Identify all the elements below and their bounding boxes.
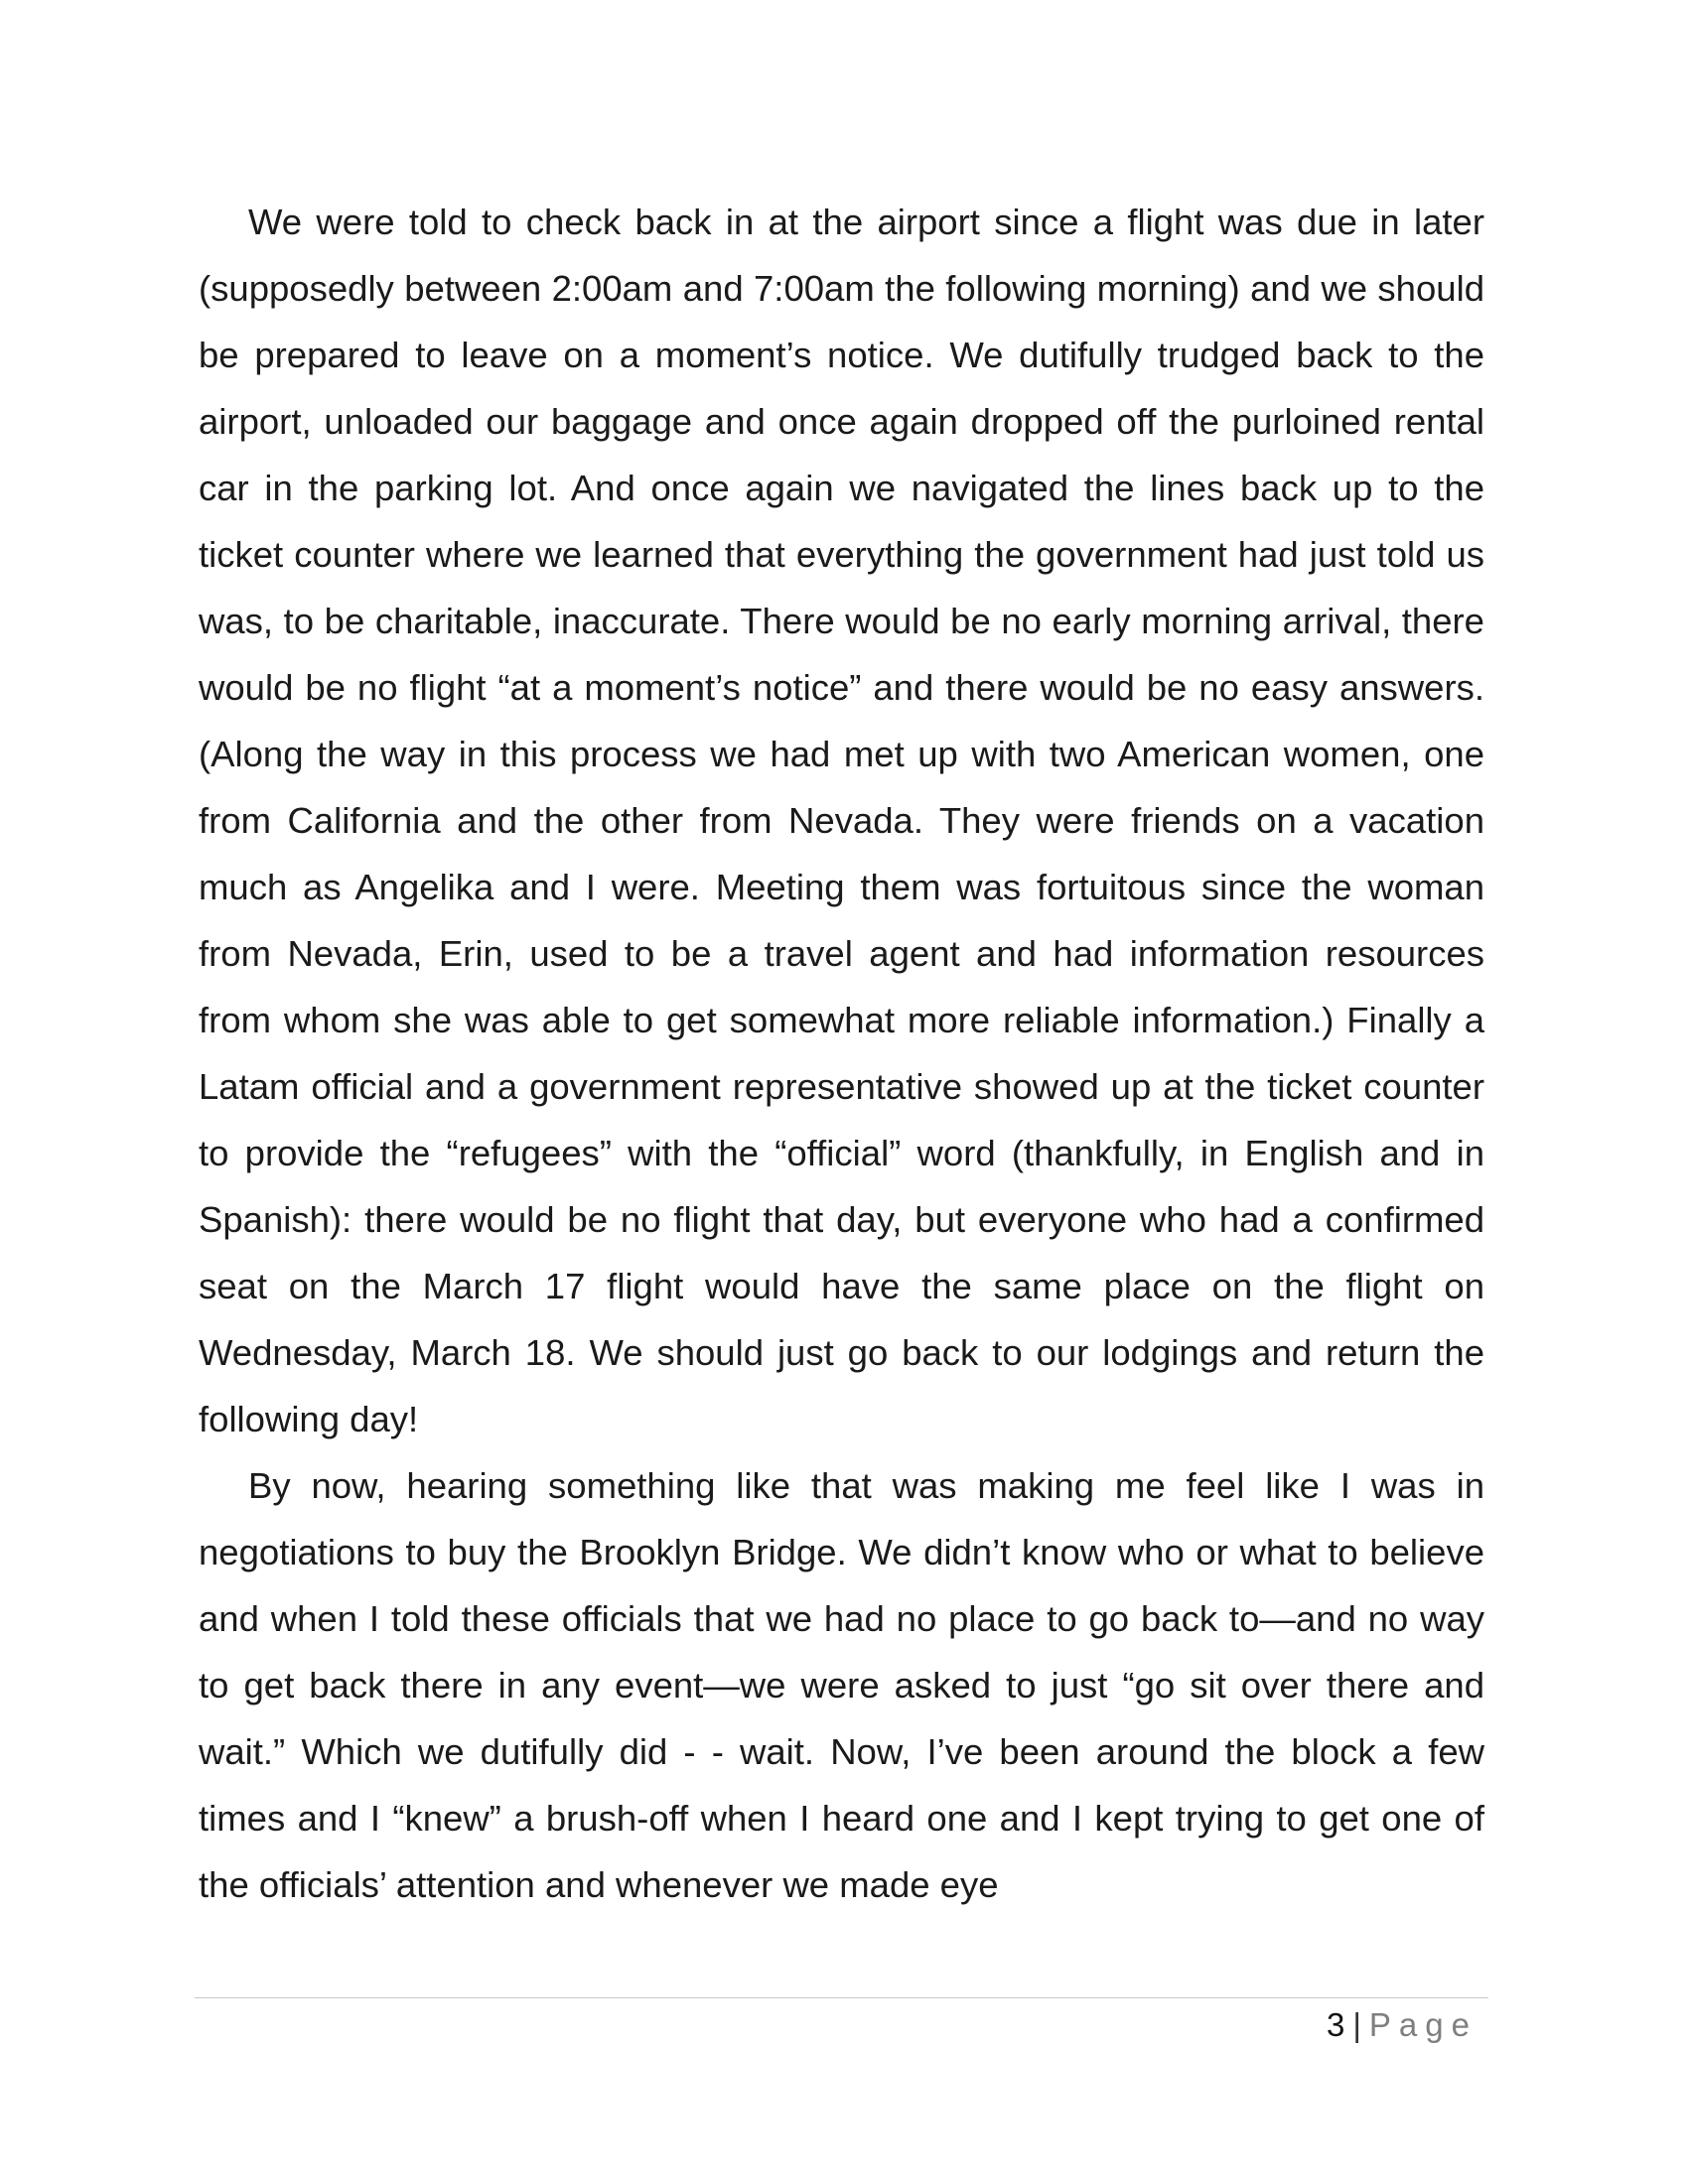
page-footer	[1327, 2003, 1477, 2047]
paragraph-2: By now, hearing something like that was making me feel like I was in negotiations to buy the Brooklyn Bridge. We didn’t know who or what to believe and when I told these officials that we had no place to go back to—and no way to get back there in any event—we were asked to just “go sit over there and wait.” Which we dutifully did - - wait. Now, I’ve been around the block a few times and I “knew” a brush-off when I heard one and I kept trying to get one of the officials’ attention and whenever we made eye	[199, 1465, 1484, 1905]
paragraph-1: We were told to check back in at the airport since a flight was due in later (supposedly between 2:00am and 7:00am the following morning) and we should be prepared to leave on a moment’s notice. We dutifully trudged back to the airport, unloaded our baggage and once again dropped off the purloined rental car in the parking lot. And once again we navigated the lines back up to the ticket counter where we learned that everything the government had just told us was, to be charitable, inaccurate. There would be no early morning arrival, there would be no flight “at a moment’s notice” and there would be no easy answers. (Along the way in this process we had met up with two American women, one from California and the other from Nevada. They were friends on a vacation much as Angelika and I were. Meeting them was fortuitous since the woman from Nevada, Erin, used to be a travel agent and had information resources from whom she was able to get somewhat more reliable information.) Finally a Latam official and a government representative showed up at the ticket counter to provide the “refugees” with the “official” word (thankfully, in English and in Spanish): there would be no flight that day, but everyone who had a confirmed seat on the March 17 flight would have the same place on the flight on Wednesday, March 18. We should just go back to our lodgings and return the following day!	[199, 202, 1484, 1439]
footer-separator: |	[1352, 2006, 1361, 2043]
page-number: 3	[1326, 2006, 1345, 2043]
footer-divider	[195, 1997, 1488, 1998]
body-text	[199, 189, 1484, 1918]
page-label: Page	[1368, 2006, 1477, 2043]
